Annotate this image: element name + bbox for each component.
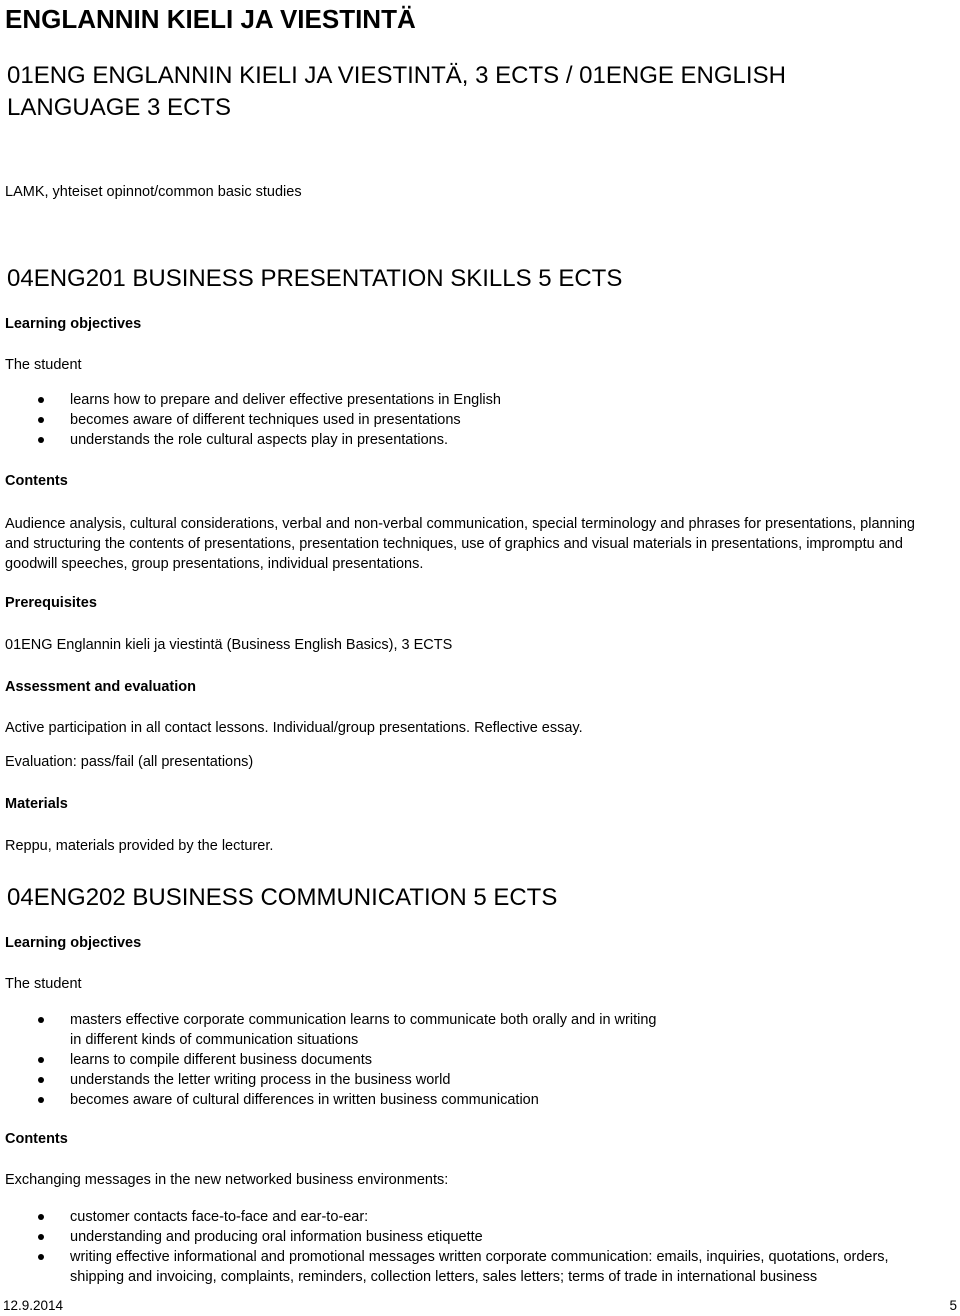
bullet-icon [38, 1254, 44, 1260]
evaluation-text: Evaluation: pass/fail (all presentations) [5, 754, 254, 770]
list-item: understands the letter writing process in the business world [0, 1070, 656, 1090]
bullet-icon [38, 397, 44, 403]
bullet-icon [38, 417, 44, 423]
list-item: becomes aware of cultural differences in written business communication [0, 1090, 656, 1110]
learning-objectives-heading: Learning objectives [5, 935, 142, 951]
bullet-icon [38, 437, 44, 443]
bullet-icon [38, 1234, 44, 1240]
learning-objectives-heading: Learning objectives [5, 316, 142, 332]
list-item: masters effective corporate communication learns to communicate both orally and in writing in different kinds of communication situations [0, 1010, 656, 1050]
list-item: understanding and producing oral information business etiquette [0, 1227, 889, 1247]
bullet-icon [38, 1077, 44, 1083]
course-title-business-presentation: 04ENG201 BUSINESS PRESENTATION SKILLS 5 ECTS [7, 265, 623, 292]
objectives-list [0, 1010, 656, 1110]
bullet-icon [38, 1214, 44, 1220]
contents-paragraph: Audience analysis, cultural considerations, verbal and non-verbal communication, special terminology and phrases for presentations, planning and structuring the contents of presentations, presentation techniques, use of graphics and visual materials in presentations, impromptu and goodwill speeches, group presentations, individual presentations. [5, 516, 915, 572]
document-title: ENGLANNIN KIELI JA VIESTINTÄ [5, 4, 416, 34]
contents-list [0, 1207, 889, 1287]
contents-intro: Exchanging messages in the new networked business environments: [5, 1172, 449, 1188]
student-label: The student [5, 976, 82, 992]
student-label: The student [5, 357, 82, 373]
objectives-list [0, 390, 501, 450]
list-item: understands the role cultural aspects play in presentations. [0, 430, 501, 450]
contents-heading: Contents [5, 473, 68, 489]
list-item: becomes aware of different techniques used in presentations [0, 410, 501, 430]
bullet-icon [38, 1057, 44, 1063]
list-item: learns to compile different business documents [0, 1050, 656, 1070]
assessment-heading: Assessment and evaluation [5, 679, 196, 695]
contents-heading: Contents [5, 1131, 68, 1147]
materials-text: Reppu, materials provided by the lecturer. [5, 838, 274, 854]
footer-date: 12.9.2014 [3, 1298, 64, 1313]
materials-heading: Materials [5, 796, 68, 812]
list-item: customer contacts face-to-face and ear-to-ear: [0, 1207, 889, 1227]
section-title: 01ENG ENGLANNIN KIELI JA VIESTINTÄ, 3 ECTS / 01ENGE ENGLISH LANGUAGE 3 ECTS [7, 62, 786, 121]
bullet-icon [38, 1097, 44, 1103]
course-title-business-communication: 04ENG202 BUSINESS COMMUNICATION 5 ECTS [7, 884, 558, 911]
bullet-icon [38, 1017, 44, 1023]
section-note: LAMK, yhteiset opinnot/common basic studies [5, 184, 302, 200]
page-number: 5 [949, 1298, 957, 1313]
prerequisites-heading: Prerequisites [5, 595, 97, 611]
list-item: learns how to prepare and deliver effective presentations in English [0, 390, 501, 410]
assessment-text: Active participation in all contact lessons. Individual/group presentations. Reflective essay. [5, 720, 583, 736]
prerequisites-text: 01ENG Englannin kieli ja viestintä (Business English Basics), 3 ECTS [5, 637, 453, 653]
list-item: writing effective informational and promotional messages written corporate communication: emails, inquiries, quotations, orders, shipping and invoicing, complaints, reminders, collection letters, sales letters; terms of trade in international business [0, 1247, 889, 1287]
